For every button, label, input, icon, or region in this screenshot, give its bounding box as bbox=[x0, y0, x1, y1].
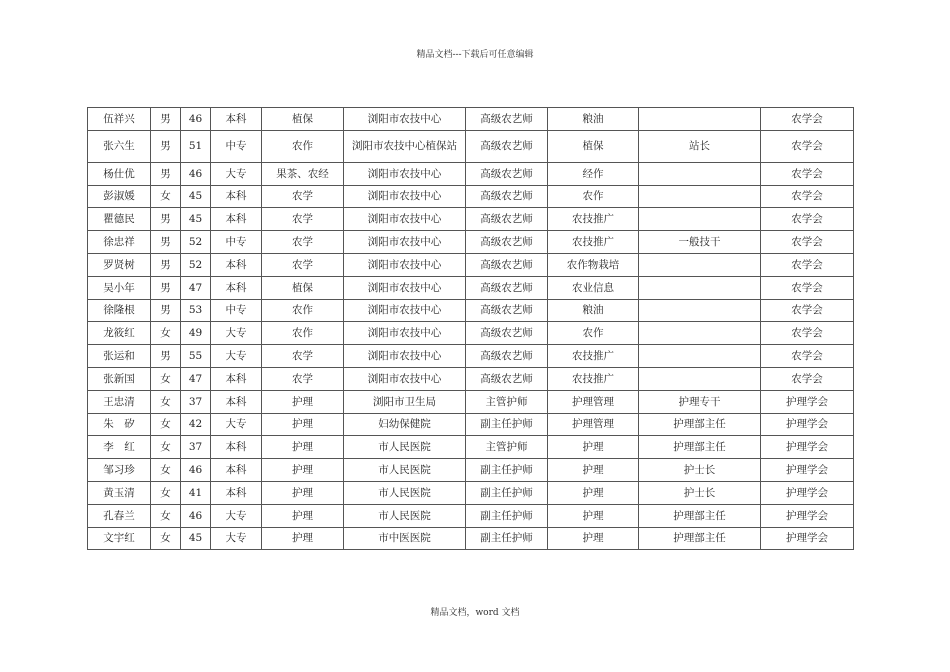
age-cell: 45 bbox=[181, 185, 211, 208]
age-cell: 46 bbox=[181, 459, 211, 482]
field-cell: 农业信息 bbox=[548, 276, 639, 299]
title-cell: 高级农艺师 bbox=[466, 322, 548, 345]
field-cell: 农作 bbox=[548, 322, 639, 345]
workplace-cell: 浏阳市农技中心植保站 bbox=[344, 130, 466, 162]
table-row bbox=[88, 108, 854, 131]
age-cell: 52 bbox=[181, 253, 211, 276]
field-cell: 农作物栽培 bbox=[548, 253, 639, 276]
gender-cell: 男 bbox=[151, 108, 181, 131]
education-cell: 本科 bbox=[211, 253, 262, 276]
name-cell: 徐忠祥 bbox=[88, 231, 151, 254]
gender-cell: 女 bbox=[151, 413, 181, 436]
table-row bbox=[88, 276, 854, 299]
age-cell: 42 bbox=[181, 413, 211, 436]
name-cell: 王忠清 bbox=[88, 390, 151, 413]
specialty-cell: 护理 bbox=[262, 527, 344, 550]
title-cell: 副主任护师 bbox=[466, 413, 548, 436]
gender-cell: 男 bbox=[151, 231, 181, 254]
education-cell: 本科 bbox=[211, 481, 262, 504]
title-cell: 高级农艺师 bbox=[466, 162, 548, 185]
name-cell: 张六生 bbox=[88, 130, 151, 162]
workplace-cell: 浏阳市农技中心 bbox=[344, 253, 466, 276]
name-cell: 黄玉清 bbox=[88, 481, 151, 504]
position-cell bbox=[639, 345, 761, 368]
table-row bbox=[88, 299, 854, 322]
name-cell: 龙筱红 bbox=[88, 322, 151, 345]
gender-cell: 女 bbox=[151, 390, 181, 413]
position-cell: 护理部主任 bbox=[639, 436, 761, 459]
workplace-cell: 浏阳市农技中心 bbox=[344, 322, 466, 345]
age-cell: 52 bbox=[181, 231, 211, 254]
name-cell: 李 红 bbox=[88, 436, 151, 459]
position-cell bbox=[639, 276, 761, 299]
table-row bbox=[88, 436, 854, 459]
specialty-cell: 农学 bbox=[262, 231, 344, 254]
field-cell: 护理 bbox=[548, 504, 639, 527]
society-cell: 护理学会 bbox=[761, 390, 854, 413]
society-cell: 农学会 bbox=[761, 345, 854, 368]
position-cell bbox=[639, 322, 761, 345]
education-cell: 大专 bbox=[211, 322, 262, 345]
education-cell: 大专 bbox=[211, 413, 262, 436]
name-cell: 杨仕优 bbox=[88, 162, 151, 185]
title-cell: 高级农艺师 bbox=[466, 208, 548, 231]
field-cell: 农技推广 bbox=[548, 231, 639, 254]
education-cell: 大专 bbox=[211, 527, 262, 550]
title-cell: 高级农艺师 bbox=[466, 367, 548, 390]
table-row bbox=[88, 367, 854, 390]
table-row bbox=[88, 504, 854, 527]
workplace-cell: 妇幼保健院 bbox=[344, 413, 466, 436]
page-footer: 精品文档，word 文档 bbox=[430, 608, 520, 618]
name-cell: 张运和 bbox=[88, 345, 151, 368]
personnel-table bbox=[87, 107, 854, 550]
gender-cell: 女 bbox=[151, 481, 181, 504]
workplace-cell: 浏阳市农技中心 bbox=[344, 276, 466, 299]
gender-cell: 男 bbox=[151, 130, 181, 162]
specialty-cell: 护理 bbox=[262, 481, 344, 504]
table-row bbox=[88, 231, 854, 254]
gender-cell: 男 bbox=[151, 208, 181, 231]
age-cell: 41 bbox=[181, 481, 211, 504]
specialty-cell: 农作 bbox=[262, 322, 344, 345]
field-cell: 经作 bbox=[548, 162, 639, 185]
workplace-cell: 浏阳市农技中心 bbox=[344, 345, 466, 368]
gender-cell: 女 bbox=[151, 436, 181, 459]
society-cell: 农学会 bbox=[761, 253, 854, 276]
name-cell: 徐隆根 bbox=[88, 299, 151, 322]
society-cell: 农学会 bbox=[761, 162, 854, 185]
table-row bbox=[88, 459, 854, 482]
society-cell: 农学会 bbox=[761, 185, 854, 208]
age-cell: 45 bbox=[181, 208, 211, 231]
name-cell: 伍祥兴 bbox=[88, 108, 151, 131]
workplace-cell: 浏阳市卫生局 bbox=[344, 390, 466, 413]
specialty-cell: 农学 bbox=[262, 253, 344, 276]
position-cell: 护理部主任 bbox=[639, 413, 761, 436]
position-cell bbox=[639, 299, 761, 322]
title-cell: 高级农艺师 bbox=[466, 299, 548, 322]
name-cell: 朱 矽 bbox=[88, 413, 151, 436]
position-cell: 一般技干 bbox=[639, 231, 761, 254]
age-cell: 45 bbox=[181, 527, 211, 550]
society-cell: 农学会 bbox=[761, 208, 854, 231]
workplace-cell: 浏阳市农技中心 bbox=[344, 208, 466, 231]
table-row bbox=[88, 322, 854, 345]
specialty-cell: 农学 bbox=[262, 345, 344, 368]
education-cell: 本科 bbox=[211, 208, 262, 231]
gender-cell: 女 bbox=[151, 459, 181, 482]
name-cell: 彭淑媛 bbox=[88, 185, 151, 208]
position-cell bbox=[639, 162, 761, 185]
page-header: 精品文档---下载后可任意编辑 bbox=[416, 50, 534, 60]
education-cell: 本科 bbox=[211, 185, 262, 208]
name-cell: 孔春兰 bbox=[88, 504, 151, 527]
field-cell: 粮油 bbox=[548, 108, 639, 131]
education-cell: 本科 bbox=[211, 436, 262, 459]
education-cell: 中专 bbox=[211, 231, 262, 254]
workplace-cell: 市人民医院 bbox=[344, 436, 466, 459]
position-cell bbox=[639, 185, 761, 208]
education-cell: 大专 bbox=[211, 162, 262, 185]
gender-cell: 女 bbox=[151, 504, 181, 527]
specialty-cell: 农学 bbox=[262, 185, 344, 208]
name-cell: 文宇红 bbox=[88, 527, 151, 550]
society-cell: 农学会 bbox=[761, 130, 854, 162]
education-cell: 本科 bbox=[211, 276, 262, 299]
table-row bbox=[88, 413, 854, 436]
table-row bbox=[88, 130, 854, 162]
education-cell: 大专 bbox=[211, 345, 262, 368]
name-cell: 罗贤树 bbox=[88, 253, 151, 276]
field-cell: 护理 bbox=[548, 527, 639, 550]
workplace-cell: 浏阳市农技中心 bbox=[344, 367, 466, 390]
specialty-cell: 护理 bbox=[262, 504, 344, 527]
society-cell: 护理学会 bbox=[761, 481, 854, 504]
education-cell: 大专 bbox=[211, 504, 262, 527]
workplace-cell: 浏阳市农技中心 bbox=[344, 162, 466, 185]
gender-cell: 女 bbox=[151, 185, 181, 208]
education-cell: 中专 bbox=[211, 299, 262, 322]
title-cell: 高级农艺师 bbox=[466, 231, 548, 254]
name-cell: 吴小年 bbox=[88, 276, 151, 299]
specialty-cell: 农作 bbox=[262, 130, 344, 162]
title-cell: 高级农艺师 bbox=[466, 253, 548, 276]
table-row bbox=[88, 208, 854, 231]
age-cell: 53 bbox=[181, 299, 211, 322]
specialty-cell: 果茶、农经 bbox=[262, 162, 344, 185]
gender-cell: 女 bbox=[151, 527, 181, 550]
education-cell: 本科 bbox=[211, 108, 262, 131]
title-cell: 副主任护师 bbox=[466, 459, 548, 482]
position-cell bbox=[639, 208, 761, 231]
table-row bbox=[88, 185, 854, 208]
position-cell: 护士长 bbox=[639, 459, 761, 482]
position-cell: 护理部主任 bbox=[639, 527, 761, 550]
age-cell: 51 bbox=[181, 130, 211, 162]
table-row bbox=[88, 253, 854, 276]
specialty-cell: 护理 bbox=[262, 413, 344, 436]
workplace-cell: 浏阳市农技中心 bbox=[344, 185, 466, 208]
field-cell: 农技推广 bbox=[548, 208, 639, 231]
specialty-cell: 植保 bbox=[262, 276, 344, 299]
workplace-cell: 浏阳市农技中心 bbox=[344, 108, 466, 131]
society-cell: 护理学会 bbox=[761, 436, 854, 459]
workplace-cell: 浏阳市农技中心 bbox=[344, 299, 466, 322]
specialty-cell: 护理 bbox=[262, 459, 344, 482]
field-cell: 护理 bbox=[548, 459, 639, 482]
title-cell: 副主任护师 bbox=[466, 527, 548, 550]
position-cell bbox=[639, 253, 761, 276]
title-cell: 主管护师 bbox=[466, 436, 548, 459]
field-cell: 护理 bbox=[548, 481, 639, 504]
society-cell: 农学会 bbox=[761, 299, 854, 322]
education-cell: 本科 bbox=[211, 367, 262, 390]
society-cell: 农学会 bbox=[761, 276, 854, 299]
society-cell: 农学会 bbox=[761, 108, 854, 131]
workplace-cell: 市中医医院 bbox=[344, 527, 466, 550]
age-cell: 49 bbox=[181, 322, 211, 345]
specialty-cell: 农学 bbox=[262, 208, 344, 231]
field-cell: 农技推广 bbox=[548, 367, 639, 390]
specialty-cell: 植保 bbox=[262, 108, 344, 131]
name-cell: 张新国 bbox=[88, 367, 151, 390]
title-cell: 副主任护师 bbox=[466, 481, 548, 504]
age-cell: 46 bbox=[181, 162, 211, 185]
age-cell: 46 bbox=[181, 504, 211, 527]
gender-cell: 女 bbox=[151, 322, 181, 345]
age-cell: 47 bbox=[181, 276, 211, 299]
title-cell: 主管护师 bbox=[466, 390, 548, 413]
table-row bbox=[88, 162, 854, 185]
specialty-cell: 农学 bbox=[262, 367, 344, 390]
table-row bbox=[88, 481, 854, 504]
age-cell: 46 bbox=[181, 108, 211, 131]
title-cell: 高级农艺师 bbox=[466, 345, 548, 368]
education-cell: 本科 bbox=[211, 390, 262, 413]
position-cell: 护士长 bbox=[639, 481, 761, 504]
society-cell: 护理学会 bbox=[761, 413, 854, 436]
age-cell: 37 bbox=[181, 436, 211, 459]
society-cell: 农学会 bbox=[761, 322, 854, 345]
society-cell: 农学会 bbox=[761, 231, 854, 254]
workplace-cell: 浏阳市农技中心 bbox=[344, 231, 466, 254]
table-row bbox=[88, 527, 854, 550]
workplace-cell: 市人民医院 bbox=[344, 459, 466, 482]
education-cell: 中专 bbox=[211, 130, 262, 162]
table-row bbox=[88, 390, 854, 413]
field-cell: 植保 bbox=[548, 130, 639, 162]
workplace-cell: 市人民医院 bbox=[344, 481, 466, 504]
field-cell: 护理管理 bbox=[548, 390, 639, 413]
position-cell: 护理专干 bbox=[639, 390, 761, 413]
position-cell bbox=[639, 367, 761, 390]
specialty-cell: 护理 bbox=[262, 436, 344, 459]
position-cell: 站长 bbox=[639, 130, 761, 162]
position-cell bbox=[639, 108, 761, 131]
gender-cell: 男 bbox=[151, 345, 181, 368]
field-cell: 农技推广 bbox=[548, 345, 639, 368]
field-cell: 农作 bbox=[548, 185, 639, 208]
age-cell: 37 bbox=[181, 390, 211, 413]
field-cell: 护理 bbox=[548, 436, 639, 459]
name-cell: 邹习珍 bbox=[88, 459, 151, 482]
education-cell: 本科 bbox=[211, 459, 262, 482]
title-cell: 高级农艺师 bbox=[466, 276, 548, 299]
field-cell: 护理管理 bbox=[548, 413, 639, 436]
society-cell: 护理学会 bbox=[761, 527, 854, 550]
title-cell: 高级农艺师 bbox=[466, 130, 548, 162]
age-cell: 47 bbox=[181, 367, 211, 390]
title-cell: 副主任护师 bbox=[466, 504, 548, 527]
specialty-cell: 护理 bbox=[262, 390, 344, 413]
field-cell: 粮油 bbox=[548, 299, 639, 322]
society-cell: 农学会 bbox=[761, 367, 854, 390]
table-row bbox=[88, 345, 854, 368]
gender-cell: 男 bbox=[151, 299, 181, 322]
age-cell: 55 bbox=[181, 345, 211, 368]
name-cell: 瞿德民 bbox=[88, 208, 151, 231]
specialty-cell: 农作 bbox=[262, 299, 344, 322]
title-cell: 高级农艺师 bbox=[466, 108, 548, 131]
gender-cell: 男 bbox=[151, 162, 181, 185]
society-cell: 护理学会 bbox=[761, 459, 854, 482]
gender-cell: 男 bbox=[151, 276, 181, 299]
title-cell: 高级农艺师 bbox=[466, 185, 548, 208]
position-cell: 护理部主任 bbox=[639, 504, 761, 527]
society-cell: 护理学会 bbox=[761, 504, 854, 527]
gender-cell: 男 bbox=[151, 253, 181, 276]
workplace-cell: 市人民医院 bbox=[344, 504, 466, 527]
gender-cell: 女 bbox=[151, 367, 181, 390]
